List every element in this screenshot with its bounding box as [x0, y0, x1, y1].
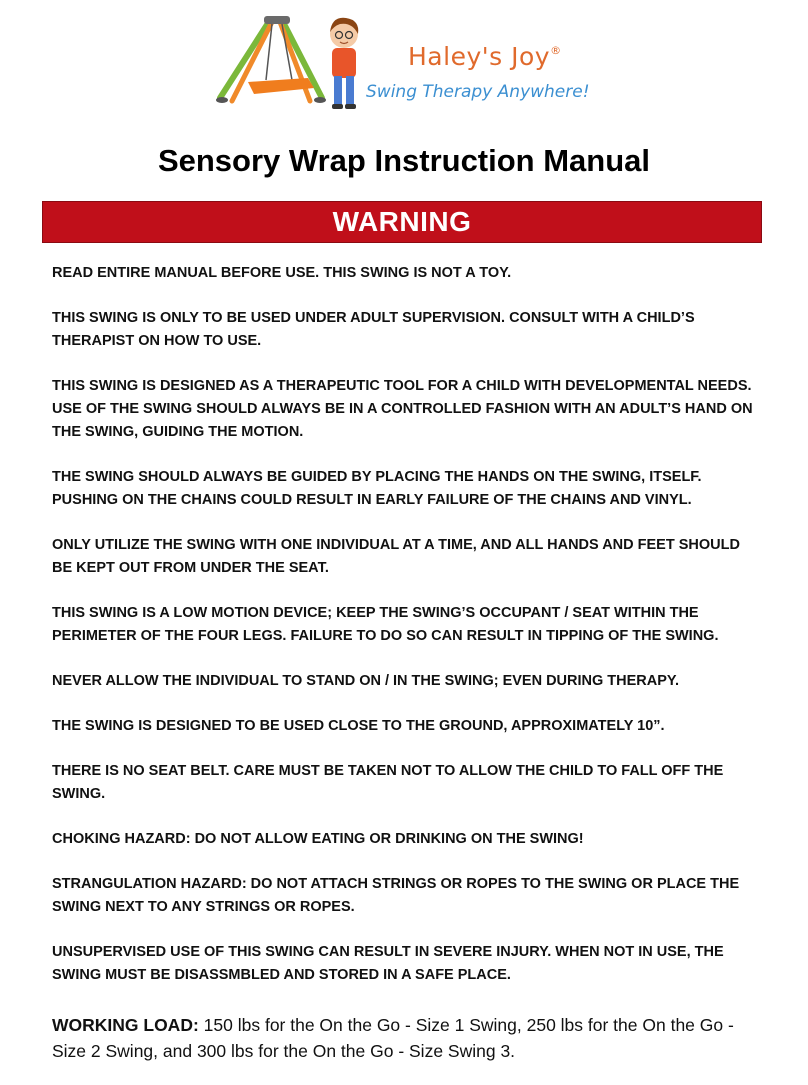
warning-paragraph: THE SWING IS DESIGNED TO BE USED CLOSE TO THE GROUND, APPROXIMATELY 10”. [52, 718, 665, 734]
warning-paragraph: UNSUPERVISED USE OF THIS SWING CAN RESULT IN SEVERE INJURY. WHEN NOT IN USE, THE SWING MUST BE DISASSMBLED AND STORED IN A SAFE PLACE. [52, 944, 724, 983]
warning-paragraph: THIS SWING IS ONLY TO BE USED UNDER ADULT SUPERVISION. CONSULT WITH A CHILD’S THERAPIST ON HOW TO USE. [52, 310, 695, 349]
working-load-label: WORKING LOAD: [52, 1015, 199, 1035]
warning-paragraph: THIS SWING IS A LOW MOTION DEVICE; KEEP THE SWING’S OCCUPANT / SEAT WITHIN THE PERIMETER OF THE FOUR LEGS. FAILURE TO DO SO CAN RESULT IN TIPPING OF THE SWING. [52, 605, 719, 644]
warning-paragraph: ONLY UTILIZE THE SWING WITH ONE INDIVIDUAL AT A TIME, AND ALL HANDS AND FEET SHOULD BE KEPT OUT FROM UNDER THE SEAT. [52, 537, 740, 576]
brand-header [210, 8, 630, 113]
page-title: Sensory Wrap Instruction Manual [157, 143, 651, 178]
swing-with-child-icon [210, 8, 360, 113]
warning-label: WARNING [332, 206, 472, 237]
warning-paragraph: STRANGULATION HAZARD: DO NOT ATTACH STRINGS OR ROPES TO THE SWING OR PLACE THE SWING NEXT TO ANY STRINGS OR ROPES. [52, 876, 740, 915]
warning-list [52, 262, 764, 987]
warning-paragraph: THE SWING SHOULD ALWAYS BE GUIDED BY PLACING THE HANDS ON THE SWING, ITSELF. PUSHING ON THE CHAINS COULD RESULT IN EARLY FAILURE OF THE CHAINS AND VINYL. [52, 469, 702, 508]
warning-paragraph: THIS SWING IS DESIGNED AS A THERAPEUTIC TOOL FOR A CHILD WITH DEVELOPMENTAL NEEDS. USE OF THE SWING SHOULD ALWAYS BE IN A CONTROLLED FASHION WITH AN ADULT’S HAND ON THE SWING, GUIDING THE MOTION. [52, 378, 753, 440]
brand-tagline: Swing Therapy Anywhere! [366, 82, 590, 102]
warning-paragraph: NEVER ALLOW THE INDIVIDUAL TO STAND ON / IN THE SWING; EVEN DURING THERAPY. [52, 673, 680, 689]
brand-name: Haley's Joy® [408, 42, 562, 71]
working-load [52, 1012, 768, 1064]
warning-paragraph: CHOKING HAZARD: DO NOT ALLOW EATING OR DRINKING ON THE SWING! [52, 831, 584, 847]
working-load-text: 150 lbs for the On the Go - Size 1 Swing, 250 lbs for the On the Go - Size 2 Swing, and 300 lbs for the On the Go - Size Swing 3. [52, 1015, 734, 1061]
warning-banner [42, 201, 762, 243]
warning-paragraph: THERE IS NO SEAT BELT. CARE MUST BE TAKEN NOT TO ALLOW THE CHILD TO FALL OFF THE SWING. [52, 763, 724, 802]
warning-paragraph: READ ENTIRE MANUAL BEFORE USE. THIS SWING IS NOT A TOY. [52, 265, 512, 281]
